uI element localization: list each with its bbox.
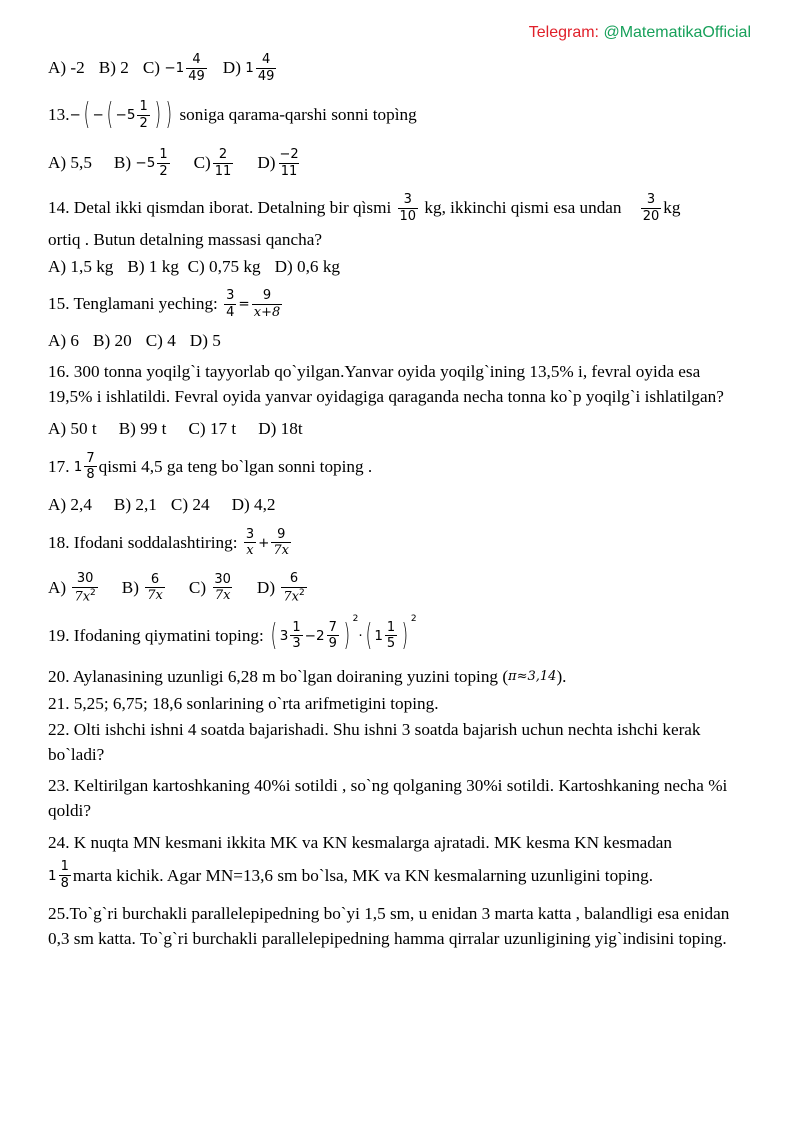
q13-minus: − [92, 107, 104, 123]
document-page [48, 52, 754, 952]
q14-fraction2: $\frac{3}{20}$ [642, 191, 660, 224]
paren-open: ( [83, 97, 90, 132]
paren-close: ) [154, 97, 161, 132]
q17-whole: 1 [73, 458, 83, 475]
q12-option-d: D) [222, 58, 241, 77]
q15-left-fraction: $\frac{3}{4}$ [226, 287, 235, 320]
q24-text1: 24. K nuqta MN kesmani ikkita MK va KN kesmalarga ajratadi. MK kesma KN kesmadan [48, 832, 673, 852]
q19-fraction2: $\frac{7}{9}$ [328, 619, 337, 652]
q16-option-a: A) 50 t [48, 418, 97, 438]
q13-option-d: D) [257, 153, 276, 172]
q17-option-c: C) 24 [170, 494, 210, 514]
q13-minus: − [69, 107, 81, 123]
q18-fraction1: $\frac{3}{x}$ [245, 526, 255, 559]
q12-c-whole: −1 [164, 60, 185, 76]
q16-question: 16. 300 tonna yoqilg`i tayyorlab qo`yilgan.Yanvar oyida yoqilg`ining 13,5% i, fevral oyida esa 19,5% i ishlatildi. Fevral oyida yanvar oyidagiga qaraganda necha tonna ko`p yoqilg`i ishlatilgan? [48, 362, 724, 406]
q15-question [48, 286, 754, 322]
q18-option-a: A) [48, 577, 67, 597]
q14-answers [48, 254, 754, 280]
paren-open: ( [365, 617, 372, 653]
q19-fraction3: $\frac{1}{5}$ [386, 619, 396, 652]
q13-whole: 5 [126, 107, 136, 123]
q12-answers [48, 52, 754, 84]
telegram-header [529, 24, 751, 42]
q14-text3: kg [663, 198, 681, 217]
q19-whole1: 3 [279, 627, 289, 644]
q12-d-fraction: $\frac{4}{49}$ [257, 51, 275, 84]
q16-answers [48, 416, 754, 442]
q25-question: 25.To`g`ri burchakli parallelepipedning bo`yi 1,5 sm, u enidan 3 marta katta , balandligi esa enidan 0,3 sm katta. To`g`ri burchakli parallelepipedning hamma qirralar uzunligining yig`indisini toping. [48, 903, 730, 948]
q18-d-fraction: $\frac{6}{7x^2}$ [283, 571, 305, 605]
q15-right-fraction: $\frac{9}{x+8}$ [253, 287, 281, 320]
q24-fraction: $\frac{1}{8}$ [60, 859, 69, 892]
q23-question: 23. Keltirilgan kartoshkaning 40%i sotildi , so`ng qolganing 30%i sotildi. Kartoshkaning necha %i qoldi? [48, 775, 728, 820]
q18-plus: + [258, 534, 270, 551]
q15-option-d: D) 5 [189, 331, 221, 350]
q13-c-fraction: $\frac{2}{11}$ [214, 146, 232, 179]
q16-option-b: B) 99 t [118, 418, 167, 438]
paren-close: ) [401, 617, 409, 653]
q18-c-fraction: $\frac{30}{7x}$ [214, 571, 231, 604]
q13-number: 13. [48, 105, 70, 124]
q16-option-c: C) 17 t [188, 418, 237, 438]
q14-option-a: A) 1,5 kg [48, 257, 114, 276]
q17-option-d: D) 4,2 [231, 494, 276, 514]
q19-dot: · [358, 627, 363, 644]
q18-answers [48, 568, 754, 608]
q16-option-d: D) 18t [258, 418, 303, 438]
q15-text: 15. Tenglamani yeching: [48, 294, 218, 313]
q18-a-fraction: $\frac{30}{7x^2}$ [74, 571, 96, 605]
q15-equals: = [238, 296, 250, 312]
paren-close: ) [166, 97, 173, 132]
q19-fraction1: $\frac{1}{3}$ [292, 619, 301, 652]
q24-question-line2 [48, 856, 754, 896]
q20-close: ). [556, 666, 567, 686]
q21-text: 21. 5,25; 6,75; 18,6 sonlarining o`rta arifmetigini toping. [48, 693, 439, 713]
q14-option-d: D) 0,6 kg [274, 257, 341, 276]
q12-option-c: C) [142, 58, 161, 77]
q15-option-b: B) 20 [93, 331, 132, 350]
q19-exponent1: 2 [352, 613, 359, 624]
q18-option-c: C) [188, 577, 207, 597]
q14-question-line1 [48, 190, 754, 226]
q13-fraction: $\frac{1}{2}$ [139, 98, 148, 131]
q18-option-b: B) [121, 577, 139, 597]
q19-whole3: 1 [374, 627, 383, 644]
q15-option-a: A) 6 [48, 331, 80, 350]
q19-exponent2: 2 [410, 613, 417, 624]
q12-option-a: A) -2 [48, 58, 85, 77]
paren-close: ) [343, 617, 350, 653]
q13-d-fraction: $\frac{-2}{11}$ [279, 146, 299, 179]
q13-b-whole: −5 [135, 155, 156, 171]
q19-question [48, 614, 754, 658]
q20-text: 20. Aylanasining uzunligi 6,28 m bo`lgan doiraning yuzini toping ( [48, 666, 509, 686]
q12-c-fraction: $\frac{4}{49}$ [188, 51, 205, 84]
q13-b-fraction: $\frac{1}{2}$ [159, 146, 168, 179]
q19-text: 19. Ifodaning qiymatini toping: [48, 625, 264, 645]
q19-minus: − [304, 627, 316, 644]
q22-question: 22. Olti ishchi ishni 4 soatda bajarishadi. Shu ishni 3 soatda bajarish uchun nechta ishchi kerak bo`ladi? [48, 719, 701, 764]
q24-question-line1 [48, 830, 754, 856]
q14-text4: ortiq . Butun detalning massasi qancha? [48, 230, 322, 249]
q17-option-a: A) 2,4 [48, 494, 92, 514]
paren-open: ( [106, 97, 113, 132]
q14-fraction1: $\frac{3}{10}$ [399, 191, 417, 224]
q18-b-fraction: $\frac{6}{7x}$ [147, 571, 163, 604]
q13-text: soniga qarama-qarshi sonni topìng [179, 105, 417, 124]
telegram-handle: @MatematikaOfficial [603, 24, 751, 41]
q18-fraction2: $\frac{9}{7x}$ [273, 526, 290, 559]
paren-open: ( [270, 617, 278, 653]
q15-option-c: C) 4 [145, 331, 176, 350]
q17-text: qismi 4,5 ga teng bo`lgan sonni toping . [98, 456, 373, 476]
q12-option-b: B) 2 [98, 58, 129, 77]
q18-text: 18. Ifodani soddalashtiring: [48, 532, 238, 552]
q14-text1: 14. Detal ikki qismdan iborat. Detalning bir qìsmi [48, 198, 392, 217]
q13-option-c: C) [193, 153, 211, 172]
q17-option-b: B) 2,1 [113, 494, 157, 514]
q14-option-b: B) 1 kg [127, 257, 179, 276]
q24-text2: marta kichik. Agar MN=13,6 sm bo`lsa, MK va KN kesmalarning uzunligini toping. [72, 865, 654, 885]
q13-question [48, 94, 754, 136]
q19-whole2: 2 [315, 627, 325, 644]
q21-question [48, 690, 754, 718]
q18-option-d: D) [256, 577, 276, 597]
q13-minus: − [115, 107, 127, 123]
q12-d-whole: 1 [245, 60, 254, 76]
q20-pi: π≈3,14 [508, 669, 557, 685]
q14-question-line2 [48, 226, 754, 254]
q13-answers [48, 146, 754, 180]
q24-whole: 1 [48, 867, 57, 884]
q17-question [48, 448, 754, 486]
q17-number: 17. [48, 456, 70, 476]
q13-option-a: A) 5,5 [48, 153, 92, 172]
q14-option-c: C) 0,75 kg [187, 257, 261, 276]
q17-fraction: $\frac{7}{8}$ [86, 450, 95, 483]
q18-question [48, 524, 754, 562]
q20-question [48, 664, 754, 690]
q17-answers [48, 492, 754, 518]
q13-option-b: B) [113, 153, 132, 172]
q15-answers [48, 328, 754, 354]
q14-text2: kg, ikkinchi qismi esa undan [424, 198, 622, 217]
telegram-label: Telegram: [528, 24, 599, 41]
